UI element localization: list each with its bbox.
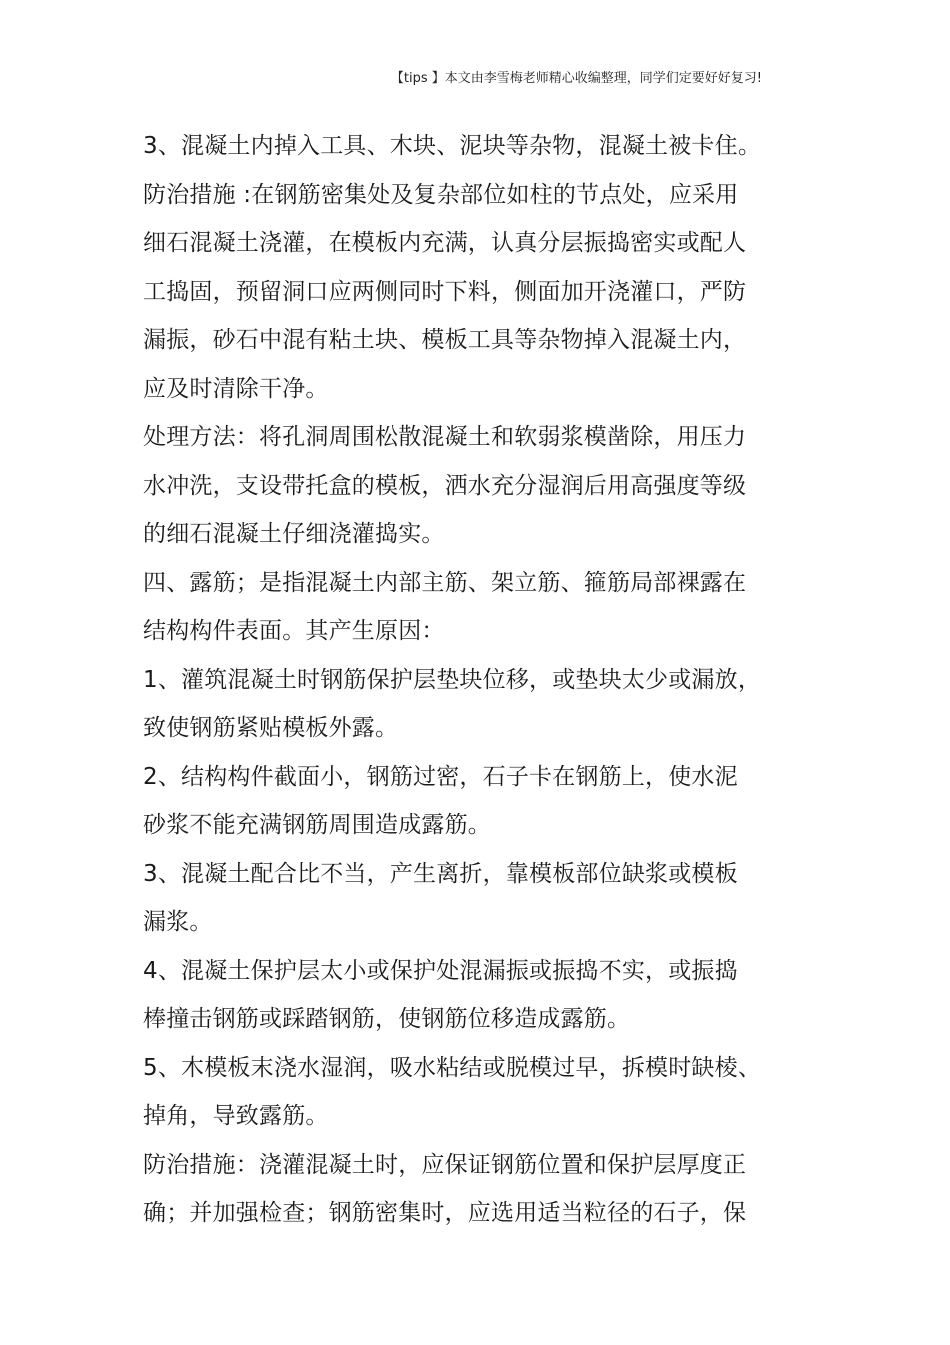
text-line: 漏浆。: [143, 909, 213, 935]
text-line: 的细石混凝土仔细浇灌捣实。: [143, 521, 445, 547]
text-line: 5、木模板末浇水湿润，吸水粘结或脱模过早，拆模时缺棱、: [143, 1054, 762, 1081]
text-line: 四、露筋；是指混凝土内部主筋、架立筋、箍筋局部裸露在: [143, 569, 747, 596]
header-note: 【tips 】本文由李雪梅老师精心收编整理，同学们定要好好复习!: [390, 71, 762, 86]
text-line: 处理方法：将孔洞周围松散混凝土和软弱浆模凿除，用压力: [143, 424, 747, 450]
text-line: 水冲洗，支设带托盒的模板，洒水充分湿润后用高强度等级: [143, 472, 747, 499]
text-line: 砂浆不能充满钢筋周围造成露筋。: [143, 812, 491, 838]
text-line: 棒撞击钢筋或踩踏钢筋，使钢筋位移造成露筋。: [143, 1006, 631, 1032]
text-line: 防治措施 :在钢筋密集处及复杂部位如柱的节点处，应采用: [143, 181, 739, 208]
text-line: 防治措施：浇灌混凝土时，应保证钢筋位置和保护层厚度正: [143, 1151, 747, 1178]
text-line: 确；并加强检查；钢筋密集时，应选用适当粒径的石子，保: [143, 1200, 747, 1226]
text-line: 3、混凝土内掉入工具、木块、泥块等杂物，混凝土被卡住。: [143, 133, 762, 159]
text-line: 1、灌筑混凝土时钢筋保护层垫块位移，或垫块太少或漏放，: [143, 666, 762, 693]
text-line: 掉角，导致露筋。: [143, 1103, 329, 1129]
text-line: 细石混凝土浇灌，在模板内充满，认真分层振捣密实或配人: [143, 230, 747, 256]
text-line: 2、结构构件截面小，钢筋过密，石子卡在钢筋上，使水泥: [143, 763, 738, 790]
text-line: 3、混凝土配合比不当，产生离折，靠模板部位缺浆或模板: [143, 860, 738, 887]
text-line: 结构构件表面。其产生原因：: [143, 618, 445, 644]
text-line: 漏振，砂石中混有粘土块、模板工具等杂物掉入混凝土内，: [143, 327, 747, 353]
text-line: 应及时清除干净。: [143, 375, 329, 402]
body-text: [143, 122, 763, 1238]
text-line: 工捣固，预留洞口应两侧同时下料，侧面加开浇灌口，严防: [143, 278, 747, 305]
text-line: 致使钢筋紧贴模板外露。: [143, 715, 399, 741]
text-line: 4、混凝土保护层太小或保护处混漏振或振捣不实，或振捣: [143, 957, 738, 984]
